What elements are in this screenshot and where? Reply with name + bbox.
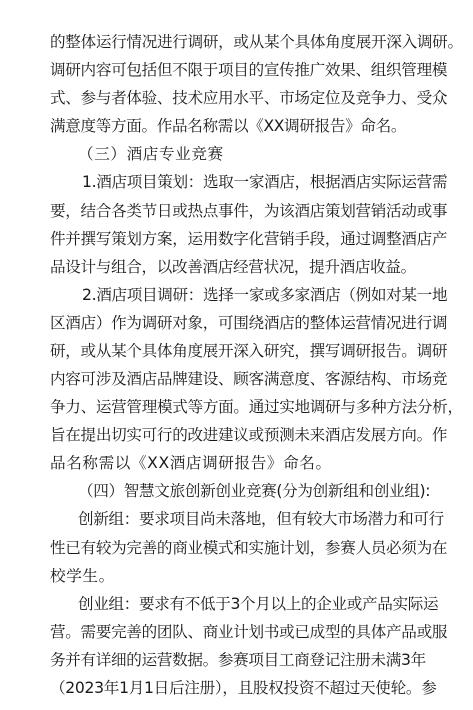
paragraph-line: 营。需要完善的团队、商业计划书或已成型的具体产品或服	[50, 622, 448, 641]
paragraph-line: 要，结合各类节日或热点事件，为该酒店策划营销活动或事	[50, 201, 448, 220]
paragraph-line: 旨在提出切实可行的改进建议或预测未来酒店发展方向。作	[50, 426, 448, 445]
paragraph-line: 品名称需以《XX酒店调研报告》命名。	[50, 454, 332, 473]
paragraph-line: 式、参与者体验、技术应用水平、市场定位及竞争力、受众	[50, 89, 448, 108]
paragraph-line: 创业组：要求有不低于3个月以上的企业或产品实际运	[78, 594, 439, 613]
section-heading: （三）酒店专业竞赛	[78, 145, 224, 164]
paragraph-line: 2.酒店项目调研：选择一家或多家酒店（例如对某一地	[82, 285, 448, 304]
paragraph-line: 调研内容可包括但不限于项目的宣传推广效果、组织管理模	[50, 61, 448, 80]
section-heading: （四）智慧文旅创新创业竞赛(分为创新组和创业组):	[78, 482, 431, 501]
paragraph-line: 校学生。	[50, 566, 115, 585]
paragraph-line: 满意度等方面。作品名称需以《XX调研报告》命名。	[50, 117, 407, 136]
paragraph-line: 的整体运行情况进行调研，或从某个具体角度展开深入调研。	[50, 33, 463, 51]
paragraph-line: 研，或从某个具体角度展开深入研究，撰写调研报告。调研	[50, 341, 448, 360]
paragraph-line: 区酒店）作为调研对象，可围绕酒店的整体运营情况进行调	[50, 313, 448, 332]
paragraph-line: 务并有详细的运营数据。参赛项目工商登记注册未满3年	[50, 650, 426, 669]
paragraph-line: 件并撰写策划方案，运用数字化营销手段，通过调整酒店产	[50, 229, 448, 248]
paragraph-line: 内容可涉及酒店品牌建设、顾客满意度、客源结构、市场竞	[50, 370, 448, 388]
paragraph-line: 品设计与组合，以改善酒店经营状况，提升酒店收益。	[50, 257, 416, 276]
paragraph-line: 创新组：要求项目尚未落地，但有较大市场潜力和可行	[78, 510, 444, 529]
paragraph-line: 1.酒店项目策划：选取一家酒店，根据酒店实际运营需	[82, 173, 448, 192]
paragraph-line: 性已有较为完善的商业模式和实施计划，参赛人员必须为在	[50, 538, 448, 557]
paragraph-line: 争力、运营管理模式等方面。通过实地调研与多种方法分析，	[50, 398, 463, 417]
paragraph-line: （2023年1月1日后注册），且股权投资不超过天使轮。参	[50, 678, 437, 697]
